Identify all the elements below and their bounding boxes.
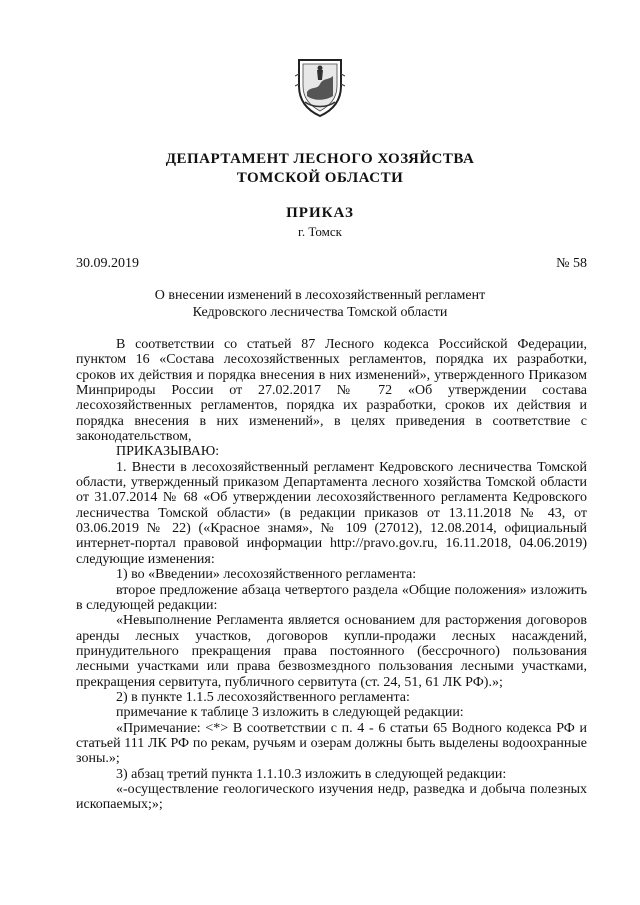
order-number: № 58 — [556, 256, 587, 271]
subitem-2-quote: «Примечание: <*> В соответствии с п. 4 - 6 статьи 65 Водного кодекса РФ и статьей 111 ЛК РФ по рекам, ручьям и озерам должны быть выделены водоохранные зоны.»; — [76, 720, 587, 767]
subitem-2-heading: 2) в пункте 1.1.5 лесохозяйственного регламента: — [116, 689, 410, 705]
subitem-2-text: примечание к таблице 3 изложить в следующей редакции: — [116, 705, 464, 721]
subitem-1-heading: 1) во «Введении» лесохозяйственного регламента: — [116, 567, 417, 583]
item-1-paragraph: 1. Внести в лесохозяйственный регламент Кедровского лесничества Томской области, утвержденный приказом Департамента лесного хозяйства Томской области от 31.07.2014 № 68 «Об утверждении лесохозяйственного регламента Кедровского лесничества Томской области» (в редакции приказов от 13.11.2018 № 43, от 03.06.2019 № 22) («Красное знамя», № 109 (27012), 12.08.2014, официальный интернет-портал правовой информации http://pravo.gov.ru, 16.11.2018, 04.06.2019) следующие изменения: — [76, 459, 587, 567]
document-type: ПРИКАЗ — [286, 205, 354, 221]
subitem-1-quote: «Невыполнение Регламента является основанием для расторжения договоров аренды лесных участков, договоров купли-продажи лесных насаждений, принудительного прекращения права постоянного (бессрочного) пользования лесными участками или права безвозмездного пользования лесными участками, прекращения сервитута, публичного сервитута (ст. 24, 51, 61 ЛК РФ).»; — [76, 613, 587, 690]
order-body — [76, 337, 587, 813]
department-line-1: ДЕПАРТАМЕНТ ЛЕСНОГО ХОЗЯЙСТВА — [165, 151, 475, 167]
order-word: ПРИКАЗЫВАЮ: — [116, 444, 220, 460]
city: г. Томск — [298, 224, 342, 239]
subitem-3-heading: 3) абзац третий пункта 1.1.10.3 изложить в следующей редакции: — [116, 766, 507, 782]
department-line-2: ТОМСКОЙ ОБЛАСТИ — [236, 170, 404, 186]
subject-line-2: Кедровского лесничества Томской области — [192, 305, 448, 320]
order-date: 30.09.2019 — [76, 256, 139, 271]
preamble-paragraph: В соответствии со статьей 87 Лесного кодекса Российской Федерации, пунктом 16 «Состава лесохозяйственных регламентов, порядка их разработки, сроков их действия и порядка внесения в них изменений», утвержденного Приказом Минприроды России от 27.02.2017 № 72 «Об утверждении состава лесохозяйственных регламентов, порядка их разработки, сроков их действия и порядка внесения в них изменений», в целях приведения в соответствие с законодательством, — [76, 337, 587, 445]
coat-of-arms-icon — [295, 56, 345, 118]
subject-line-1: О внесении изменений в лесохозяйственный регламент — [154, 288, 486, 303]
subitem-1-text: второе предложение абзаца четвертого раздела «Общие положения» изложить в следующей редакции: — [76, 582, 587, 613]
subitem-3-quote: «-осуществление геологического изучения недр, разведка и добыча полезных ископаемых;»; — [76, 781, 587, 813]
order-subject — [0, 287, 640, 321]
department-name — [0, 150, 640, 188]
